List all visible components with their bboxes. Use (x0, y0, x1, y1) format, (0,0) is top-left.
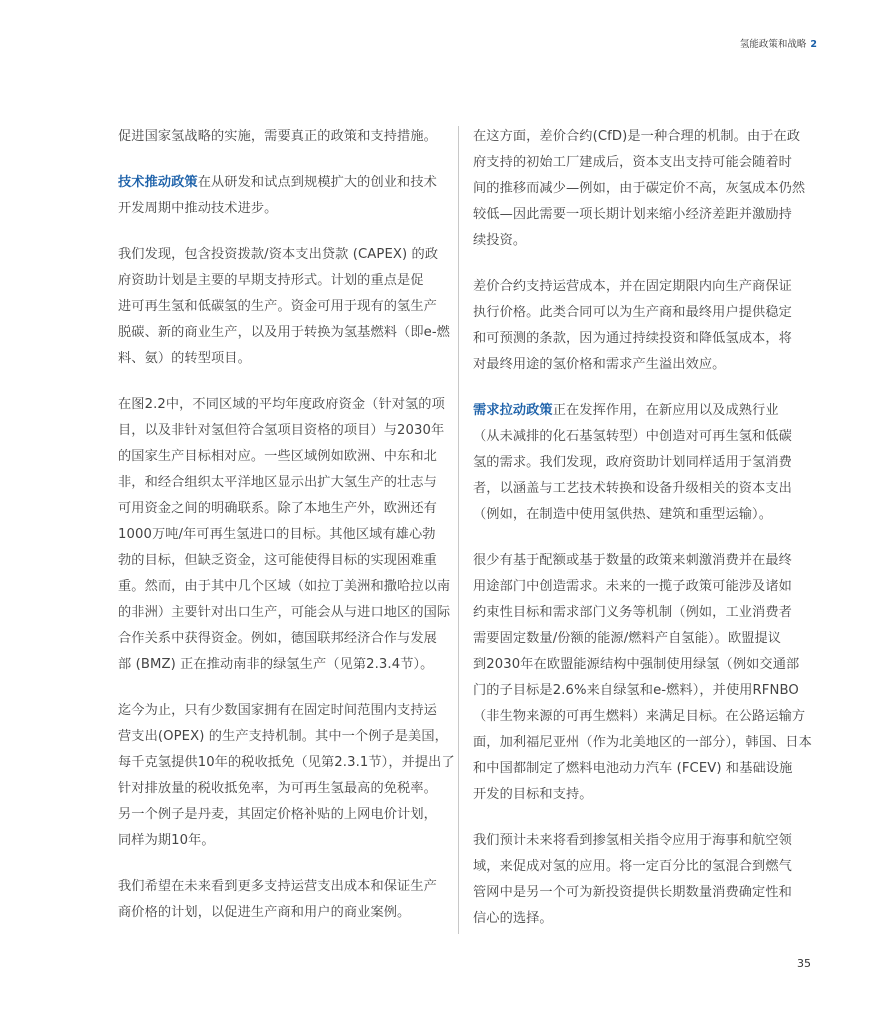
text-line (118, 600, 450, 626)
line-text: 进可再生氢和低碳氢的生产。资金可用于现有的氢生产 (118, 299, 437, 314)
line-text: 合作关系中获得资金。例如，德国联邦经济合作与发展 (118, 631, 437, 646)
line-text: 执行价格。此类合同可以为生产商和最终用户提供稳定 (473, 305, 792, 320)
line-text: 约束性目标和需求部门义务等机制（例如，工业消费者 (473, 605, 792, 620)
line-text: 重。然而，由于其中几个区域（如拉丁美洲和撒哈拉以南 (118, 579, 451, 594)
line-text: 我们发现，包含投资拨款/资本支出贷款 (CAPEX) 的政 (118, 247, 439, 262)
text-line (118, 750, 455, 776)
line-text: 在这方面，差价合约(CfD)是一种合理的机制。由于在政 (473, 129, 801, 144)
text-line (473, 548, 808, 574)
left-column (118, 124, 455, 946)
paragraph (473, 398, 808, 528)
line-text: 者，以涵盖与工艺技术转换和设备升级相关的资本支出 (473, 481, 792, 496)
paragraph (473, 548, 812, 808)
line-text: 开发的目标和支持。 (473, 787, 593, 802)
line-text: 到2030年在欧盟能源结构中强制使用绿氢（例如交通部 (473, 657, 800, 672)
line-text: 促进国家氢战略的实施，需要真正的政策和支持措施。 (118, 129, 437, 144)
line-text: 部 (BMZ) 正在推动南非的绿氢生产（见第2.3.4节）。 (118, 657, 434, 672)
text-line (118, 392, 450, 418)
text-line (118, 418, 450, 444)
line-text: 域，来促成对氢的应用。将一定百分比的氢混合到燃气 (473, 859, 792, 874)
paragraph (118, 124, 450, 150)
page-number: 35 (797, 957, 811, 970)
text-line (118, 724, 450, 750)
text-line (473, 600, 808, 626)
lead-term: 需求拉动政策 (473, 403, 553, 418)
line-text: 1000万吨/年可再生氢进口的目标。其他区域有雄心勃 (118, 527, 436, 542)
text-line (118, 900, 450, 926)
line-text: 可用资金之间的明确联系。除了本地生产外，欧洲还有 (118, 501, 437, 516)
text-line (118, 574, 450, 600)
line-text: 另一个例子是丹麦，其固定价格补贴的上网电价计划， (118, 807, 437, 822)
line-text: （非生物来源的可再生燃料）来满足目标。在公路运输方 (473, 709, 806, 724)
line-text: 每千克氢提供10年的税收抵免（见第2.3.1节），并提出了 (118, 755, 455, 770)
text-line (473, 574, 808, 600)
line-text: 较低—因此需要一项长期计划来缩小经济差距并激励持 (473, 207, 792, 222)
text-line (473, 854, 808, 880)
text-line (473, 678, 808, 704)
line-text: 和中国都制定了燃料电池动力汽车 (FCEV) 和基础设施 (473, 761, 793, 776)
text-line (473, 326, 808, 352)
paragraph (473, 274, 808, 378)
line-text: 针对排放量的税收抵免率，为可再生氢最高的免税率。 (118, 781, 437, 796)
text-line (473, 300, 808, 326)
text-line (118, 874, 450, 900)
line-text: 商价格的计划，以促进生产商和用户的商业案例。 (118, 905, 411, 920)
text-line (473, 398, 808, 424)
text-line (118, 802, 450, 828)
line-text: 府支持的初始工厂建成后，资本支出支持可能会随着时 (473, 155, 792, 170)
line-text: 目，以及非针对氢但符合氢项目资格的项目）与2030年 (118, 423, 445, 438)
text-line (473, 352, 808, 378)
line-text: 非，和经合组织太平洋地区显示出扩大氢生产的壮志与 (118, 475, 437, 490)
line-text: 营支出(OPEX) 的生产支持机制。其中一个例子是美国， (118, 729, 448, 744)
text-line (473, 730, 812, 756)
text-line (473, 202, 808, 228)
paragraph (118, 698, 455, 854)
lead-term: 技术推动政策 (118, 175, 198, 190)
line-text: （从未减排的化石基氢转型）中创造对可再生氢和低碳 (473, 429, 792, 444)
text-line (118, 652, 450, 678)
running-header (740, 36, 817, 50)
line-text: 用途部门中创造需求。未来的一揽子政策可能涉及诸如 (473, 579, 792, 594)
line-text: 门的子目标是2.6%来自绿氢和e-燃料），并使用RFNBO (473, 683, 799, 698)
text-line (473, 502, 808, 528)
line-text: 在图2.2中，不同区域的平均年度政府资金（针对氢的项 (118, 397, 445, 412)
line-text: 的非洲）主要针对出口生产，可能会从与进口地区的国际 (118, 605, 451, 620)
text-line (473, 880, 808, 906)
line-text: 脱碳、新的商业生产，以及用于转换为氢基燃料（即e-燃 (118, 325, 450, 340)
paragraph (473, 828, 808, 932)
line-text: 的国家生产目标相对应。一些区域例如欧洲、中东和北 (118, 449, 437, 464)
line-text: 需要固定数量/份额的能源/燃料产自氢能）。欧盟提议 (473, 631, 782, 646)
line-text: 间的推移而减少—例如，由于碳定价不高，灰氢成本仍然 (473, 181, 806, 196)
text-line (473, 906, 808, 932)
line-text: 同样为期10年。 (118, 833, 215, 848)
text-line (118, 242, 450, 268)
line-text: 对最终用途的氢价格和需求产生溢出效应。 (473, 357, 726, 372)
text-line (473, 756, 808, 782)
line-text: 我们希望在未来看到更多支持运营支出成本和保证生产 (118, 879, 437, 894)
line-text: 正在发挥作用，在新应用以及成熟行业 (552, 403, 779, 418)
text-line (118, 626, 450, 652)
line-text: 我们预计未来将看到掺氢相关指令应用于海事和航空领 (473, 833, 792, 848)
text-line (473, 450, 808, 476)
paragraph (118, 392, 450, 678)
text-line (473, 828, 808, 854)
line-text: 氢的需求。我们发现，政府资助计划同样适用于氢消费 (473, 455, 792, 470)
line-text: （例如，在制造中使用氢供热、建筑和重型运输）。 (473, 507, 773, 522)
text-line (118, 346, 450, 372)
line-text: 勃的目标，但缺乏资金，这可能使得目标的实现困难重 (118, 553, 437, 568)
text-line (473, 124, 808, 150)
text-line (473, 150, 808, 176)
paragraph (118, 874, 450, 926)
line-text: 府资助计划是主要的早期支持形式。计划的重点是促 (118, 273, 424, 288)
text-line (118, 470, 450, 496)
header-title: 氢能政策和战略 (739, 39, 807, 50)
text-line (473, 782, 808, 808)
text-line (118, 776, 450, 802)
line-text: 迄今为止，只有少数国家拥有在固定时间范围内支持运 (118, 703, 437, 718)
text-line (118, 124, 450, 150)
text-line (473, 228, 808, 254)
column-divider (458, 126, 459, 934)
line-text: 料、氨）的转型项目。 (118, 351, 251, 366)
text-line (118, 294, 450, 320)
line-text: 续投资。 (473, 233, 527, 248)
line-text: 差价合约支持运营成本，并在固定期限内向生产商保证 (473, 279, 792, 294)
line-text: 很少有基于配额或基于数量的政策来刺激消费并在最终 (473, 553, 792, 568)
text-line (473, 476, 808, 502)
paragraph (473, 124, 808, 254)
line-text: 信心的选择。 (473, 911, 553, 926)
line-text: 开发周期中推动技术进步。 (118, 201, 278, 216)
line-text: 管网中是另一个可为新投资提供长期数量消费确定性和 (473, 885, 792, 900)
text-line (118, 828, 450, 854)
line-text: 在从研发和试点到规模扩大的创业和技术 (197, 175, 437, 190)
text-line (118, 698, 450, 724)
text-line (118, 444, 450, 470)
text-line (473, 274, 808, 300)
text-line (118, 320, 450, 346)
line-text: 和可预测的条款，因为通过持续投资和降低氢成本，将 (473, 331, 792, 346)
text-line (118, 170, 450, 196)
text-line (473, 652, 808, 678)
paragraph (118, 242, 450, 372)
text-line (118, 196, 450, 222)
text-line (118, 548, 450, 574)
text-line (118, 496, 450, 522)
chapter-number: 2 (810, 39, 817, 50)
text-line (118, 268, 450, 294)
paragraph (118, 170, 450, 222)
text-line (473, 424, 808, 450)
line-text: 面，加利福尼亚州（作为北美地区的一部分），韩国、日本 (473, 735, 812, 750)
right-column (473, 124, 812, 952)
text-line (118, 522, 450, 548)
text-line (473, 626, 808, 652)
text-line (473, 704, 808, 730)
text-line (473, 176, 808, 202)
